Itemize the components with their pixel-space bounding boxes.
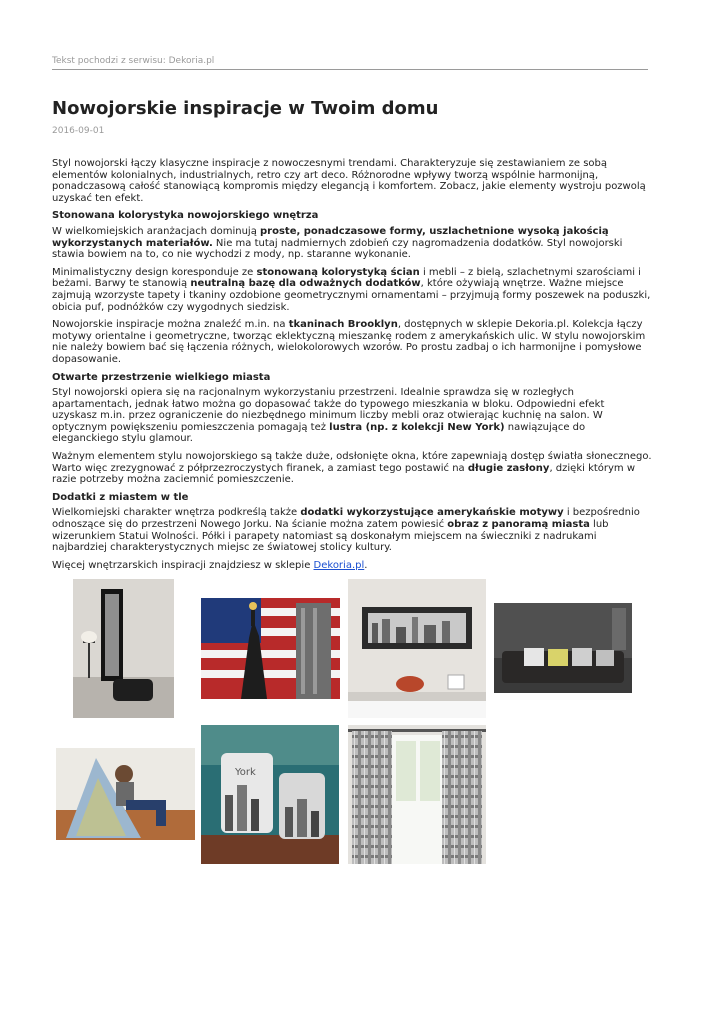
article-title: Nowojorskie inspiracje w Twoim domu — [52, 98, 439, 119]
paragraph: Nowojorskie inspiracje można znaleźć m.in. na tkaninach Brooklyn, dostępnych w sklepie Dekoria.pl. Kolekcja łączy motywy orientalne i geometryczne, tworząc eklektyczną mieszankę rodem z amerykańskich ulic. W stylu nowojorskim nie należy bowiem bać się łączenia różnych, wielokolorowych wzorów. Po prostu zadbaj o ich harmonijne i pomysłowe dopasowanie. — [52, 319, 646, 365]
intro-paragraph: Styl nowojorski łączy klasyczne inspiracje z nowoczesnymi trendami. Charakteryzuje się zestawianiem ze sobą elementów kolonialnych, industrialnych, retro czy art deco. Różnorodne wpływy tworzą wspólnie harmonijną, ponadczasową całość stanowiącą kompromis między elegancją i komfortem. Zobacz, jakie elementy wystroju pozwolą uzyskać ten efekt. — [52, 158, 646, 204]
paragraph: Minimalistyczny design koresponduje ze stonowaną kolorystyką ścian i mebli – z bielą, szlachetnymi szarościami i beżami. Barwy te stanowią neutralną bazę dla odważnych dodatków, które ożywiają wnętrze. Ważne miejsce zajmują wzorzyste tapety i tkaniny ozdobione geometrycznymi ornamentami – przyjmują formy poszewek na poduszki, obicia puf, podnóżków czy wygodnych siedzisk. — [52, 266, 651, 313]
article-body — [52, 158, 652, 577]
candle-text: York — [235, 767, 256, 778]
section-heading-colors: Stonowana kolorystyka nowojorskiego wnętrza — [52, 210, 319, 222]
photo-woman-beanbag — [56, 748, 195, 840]
source-note: Tekst pochodzi z serwisu: Dekoria.pl — [52, 56, 648, 70]
dekoria-link[interactable]: Dekoria.pl — [313, 559, 365, 571]
paragraph: Ważnym elementem stylu nowojorskiego są także duże, odsłonięte okna, które zapewniają dostęp światła słonecznego. Warto więc zrezygnować z półprzezroczystych firanek, a zamiast tego postawić na długie zasłony, dzięki którym w razie potrzeby można zaciemnić pomieszczenie. — [52, 451, 652, 486]
paragraph: Styl nowojorski opiera się na racjonalnym wykorzystaniu przestrzeni. Idealnie sprawdza się w rozległych apartamentach, jednak łatwo można go dopasować także do typowego mieszkania w bloku. Odpowiedni efekt uzyskasz m.in. przez ograniczenie do niezbędnego minimum liczby mebli oraz otwierając kuchnię na salon. W optycznym powiększeniu pomieszczenia pomagają też lustra (np. z kolekcji New York) nawiązujące do eleganckiego stylu glamour. — [52, 387, 605, 445]
photo-sofa-cushions — [494, 603, 632, 693]
paragraph: Wielkomiejski charakter wnętrza podkreślą także dodatki wykorzystujące amerykańskie motywy i bezpośrednio odnoszące się do przestrzeni Nowego Jorku. Na ścianie można zatem powiesić obraz z panoramą miasta lub wizerunkiem Statui Wolności. Półki i parapety natomiast są doskonałym miejscem na świeczniki z nadrukami najbardziej charakterystycznych miejsc ze światowej stolicy kultury. — [52, 507, 640, 554]
paragraph: W wielkomiejskich aranżacjach dominują proste, ponadczasowe formy, uszlachetnione wysoką jakością wykorzystanych materiałów. Nie ma tutaj nadmiernych zdobień czy nagromadzenia dodatków. Styl nowojorski stawia bowiem na to, co nie wychodzi z mody, np. staranne wykonanie. — [52, 225, 623, 261]
photo-statue-liberty-flag — [201, 598, 340, 699]
section-heading-accessories: Dodatki z miastem w tle — [52, 491, 189, 503]
paragraph: Więcej wnętrzarskich inspiracji znajdziesz w sklepie Dekoria.pl. — [52, 559, 368, 571]
section-heading-spaces: Otwarte przestrzenie wielkiego miasta — [52, 371, 271, 383]
photo-plaid-curtains — [348, 725, 486, 864]
article-date: 2016-09-01 — [52, 126, 105, 136]
photo-mirror-pouf — [73, 579, 174, 718]
photo-city-panorama-frame — [348, 579, 486, 718]
photo-candle-holders — [201, 725, 339, 864]
